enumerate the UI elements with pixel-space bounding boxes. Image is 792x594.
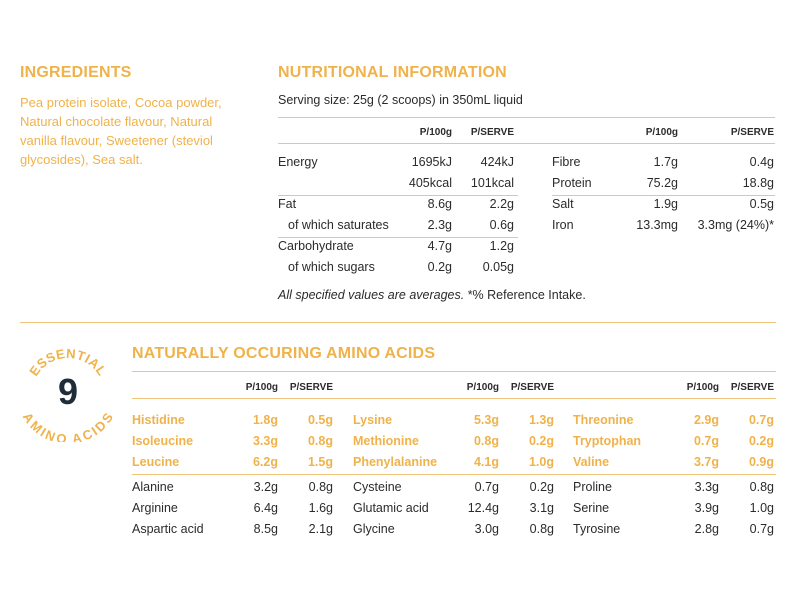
nutrient-label: Fibre xyxy=(552,155,581,169)
per100-value: 0.7g xyxy=(693,434,719,448)
amino-label: Valine xyxy=(573,455,610,469)
col-header-per100: P/100g xyxy=(245,382,278,393)
essential-amino-row xyxy=(353,431,558,452)
per100-value: 4.7g xyxy=(427,239,452,253)
per100-value: 2.3g xyxy=(427,218,452,232)
amino-label: Glycine xyxy=(353,522,395,536)
perserve-value: 2.1g xyxy=(308,522,333,536)
badge-top-text: ESSENTIAL xyxy=(26,345,110,379)
divider xyxy=(132,474,776,475)
amino-row xyxy=(573,477,778,498)
nutrition-row xyxy=(552,215,776,236)
amino-label: Tyrosine xyxy=(573,522,621,536)
per100-value: 4.1g xyxy=(473,455,499,469)
perserve-value: 0.6g xyxy=(489,218,514,232)
col-header-perserve: P/SERVE xyxy=(470,127,514,138)
col-header-perserve: P/SERVE xyxy=(289,382,333,393)
essential-amino-row xyxy=(353,452,558,473)
nutrient-label: Carbohydrate xyxy=(278,239,354,253)
amino-label: Phenylalanine xyxy=(353,455,438,469)
nutrition-row xyxy=(278,173,518,194)
amino-label: Isoleucine xyxy=(132,434,194,448)
serving-size: Serving size: 25g (2 scoops) in 350mL liquid xyxy=(278,93,523,107)
footnote-text: *% Reference Intake. xyxy=(464,288,586,302)
badge-number: 9 xyxy=(57,371,79,412)
amino-label: Histidine xyxy=(132,413,185,427)
ingredients-heading: INGREDIENTS xyxy=(20,64,132,81)
amino-label: Lysine xyxy=(353,413,393,427)
amino-label: Tryptophan xyxy=(573,434,642,448)
essential-amino-row xyxy=(353,410,558,431)
amino-label: Arginine xyxy=(132,501,178,515)
col-header-perserve: P/SERVE xyxy=(510,382,554,393)
perserve-value: 101kcal xyxy=(470,176,514,190)
perserve-value: 0.8g xyxy=(307,434,333,448)
ingredients-list xyxy=(20,93,265,169)
nutrition-footnote xyxy=(278,288,586,302)
divider xyxy=(132,371,776,372)
perserve-value: 18.8g xyxy=(742,176,774,190)
per100-value: 0.8g xyxy=(473,434,499,448)
amino-row xyxy=(573,498,778,519)
per100-value: 405kcal xyxy=(408,176,452,190)
per100-value: 2.9g xyxy=(693,413,719,427)
per100-value: 1.8g xyxy=(252,413,278,427)
nutrition-heading: NUTRITIONAL INFORMATION xyxy=(278,64,507,81)
amino-label: Threonine xyxy=(573,413,634,427)
perserve-value: 0.2g xyxy=(529,480,554,494)
ingredients-line: Natural chocolate flavour, Natural xyxy=(20,114,213,129)
amino-label: Proline xyxy=(573,480,612,494)
perserve-value: 2.2g xyxy=(489,197,514,211)
essential-amino-row xyxy=(132,410,337,431)
nutrition-row xyxy=(552,194,776,215)
per100-value: 1695kJ xyxy=(411,155,452,169)
perserve-value: 1.5g xyxy=(307,455,333,469)
per100-value: 6.4g xyxy=(253,501,278,515)
section-divider xyxy=(20,322,776,323)
divider xyxy=(278,143,775,144)
amino-row xyxy=(132,498,337,519)
ingredients-line: Pea protein isolate, Cocoa powder, xyxy=(20,95,222,110)
amino-label: Aspartic acid xyxy=(132,522,204,536)
ingredients-line: glycosides), Sea salt. xyxy=(20,152,143,167)
amino-row xyxy=(353,519,558,540)
nutrition-row xyxy=(552,152,776,173)
nutrient-label: Protein xyxy=(552,176,592,190)
col-header-per100: P/100g xyxy=(419,127,452,138)
essential-amino-row xyxy=(132,452,337,473)
perserve-value: 0.2g xyxy=(748,434,774,448)
essential-amino-row xyxy=(573,431,778,452)
perserve-value: 0.4g xyxy=(749,155,774,169)
perserve-value: 0.2g xyxy=(528,434,554,448)
perserve-value: 424kJ xyxy=(480,155,514,169)
per100-value: 3.7g xyxy=(693,455,719,469)
perserve-value: 0.8g xyxy=(529,522,554,536)
per100-value: 6.2g xyxy=(252,455,278,469)
per100-value: 3.0g xyxy=(474,522,499,536)
perserve-value: 0.8g xyxy=(749,480,774,494)
nutrition-row xyxy=(278,215,518,236)
divider xyxy=(132,398,776,399)
perserve-value: 1.6g xyxy=(308,501,333,515)
per100-value: 8.6g xyxy=(427,197,452,211)
essential-amino-row xyxy=(573,452,778,473)
per100-value: 0.7g xyxy=(474,480,499,494)
divider xyxy=(278,117,775,118)
nutrient-label: Iron xyxy=(552,218,574,232)
per100-value: 1.7g xyxy=(653,155,678,169)
badge-bottom-text: AMINO ACIDS xyxy=(19,409,117,442)
nutrient-label: of which sugars xyxy=(288,260,375,274)
per100-value: 3.9g xyxy=(694,501,719,515)
per100-value: 8.5g xyxy=(253,522,278,536)
essential-amino-row xyxy=(573,410,778,431)
perserve-value: 0.5g xyxy=(307,413,333,427)
perserve-value: 1.3g xyxy=(528,413,554,427)
perserve-value: 0.8g xyxy=(308,480,333,494)
nutrient-label: of which saturates xyxy=(288,218,389,232)
nutrient-label: Salt xyxy=(552,197,574,211)
footnote-italic: All specified values are averages. xyxy=(278,288,465,302)
per100-value: 12.4g xyxy=(467,501,499,515)
per100-value: 75.2g xyxy=(646,176,678,190)
per100-value: 3.3g xyxy=(252,434,278,448)
amino-label: Alanine xyxy=(132,480,174,494)
col-header-per100: P/100g xyxy=(686,382,719,393)
ingredients-line: vanilla flavour, Sweetener (steviol xyxy=(20,133,213,148)
perserve-value: 0.7g xyxy=(749,522,774,536)
per100-value: 3.2g xyxy=(253,480,278,494)
col-header-perserve: P/SERVE xyxy=(730,382,774,393)
amino-row xyxy=(353,498,558,519)
nutrient-label: Fat xyxy=(278,197,297,211)
nutrient-label: Energy xyxy=(278,155,318,169)
amino-row xyxy=(132,477,337,498)
amino-heading: NATURALLY OCCURING AMINO ACIDS xyxy=(132,345,436,362)
perserve-value: 1.0g xyxy=(749,501,774,515)
per100-value: 5.3g xyxy=(473,413,499,427)
essential-amino-badge xyxy=(18,342,118,442)
per100-value: 3.3g xyxy=(694,480,719,494)
perserve-value: 3.3mg (24%)* xyxy=(697,218,774,232)
amino-row xyxy=(132,519,337,540)
perserve-value: 0.5g xyxy=(749,197,774,211)
amino-label: Cysteine xyxy=(353,480,402,494)
nutrition-row xyxy=(278,236,518,257)
perserve-value: 0.7g xyxy=(748,413,774,427)
amino-label: Serine xyxy=(573,501,610,515)
nutrition-row xyxy=(278,257,518,278)
amino-label: Methionine xyxy=(353,434,419,448)
col-header-per100: P/100g xyxy=(466,382,499,393)
per100-value: 1.9g xyxy=(653,197,678,211)
amino-row xyxy=(353,477,558,498)
perserve-value: 1.2g xyxy=(489,239,514,253)
per100-value: 13.3mg xyxy=(636,218,678,232)
amino-row xyxy=(573,519,778,540)
per100-value: 0.2g xyxy=(427,260,452,274)
essential-amino-row xyxy=(132,431,337,452)
amino-label: Leucine xyxy=(132,455,180,469)
nutrition-row xyxy=(278,194,518,215)
perserve-value: 3.1g xyxy=(529,501,554,515)
col-header-perserve: P/SERVE xyxy=(730,127,774,138)
svg-text:AMINO ACIDS xyxy=(20,410,116,442)
perserve-value: 1.0g xyxy=(528,455,554,469)
perserve-value: 0.05g xyxy=(482,260,514,274)
perserve-value: 0.9g xyxy=(748,455,774,469)
nutrition-row xyxy=(278,152,518,173)
amino-label: Glutamic acid xyxy=(353,501,429,515)
nutrition-row xyxy=(552,173,776,194)
col-header-per100: P/100g xyxy=(645,127,678,138)
per100-value: 2.8g xyxy=(694,522,719,536)
